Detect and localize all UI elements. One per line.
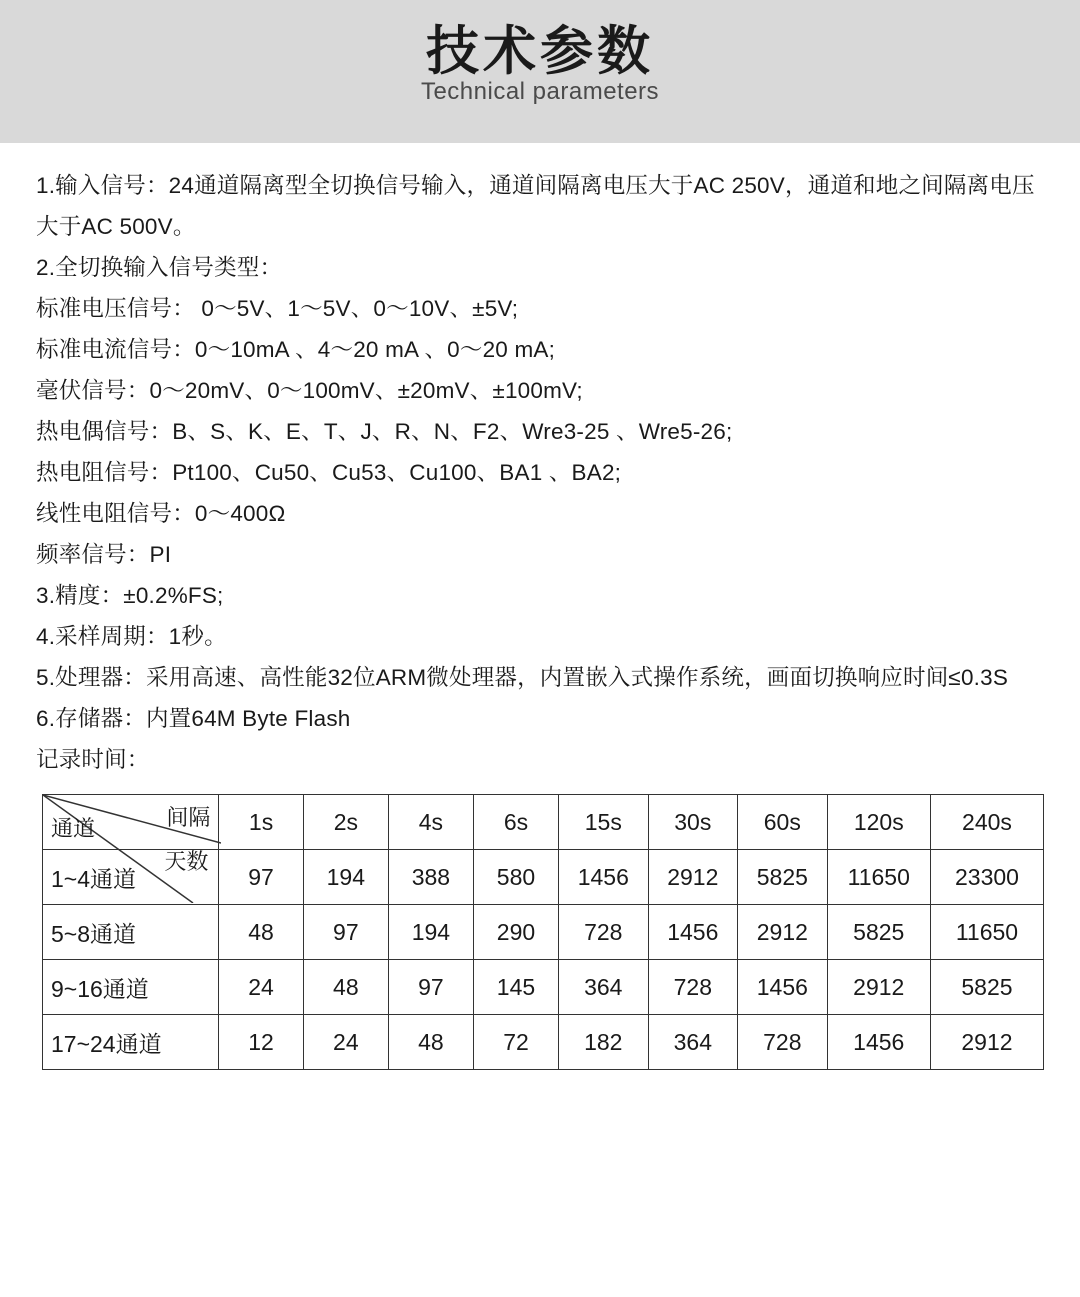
- table-row: [43, 1015, 1044, 1070]
- spec-paragraph: 1.输入信号：24通道隔离型全切换信号输入，通道间隔离电压大于AC 250V，通道和地之间隔离电压大于AC 500V。: [36, 173, 1035, 239]
- corner-channel-label: 通道: [51, 816, 96, 841]
- table-cell: 1456: [738, 960, 828, 1015]
- column-header: 30s: [648, 795, 738, 850]
- table-cell: 1456: [827, 1015, 930, 1070]
- table-cell: 48: [388, 1015, 473, 1070]
- column-header: 120s: [827, 795, 930, 850]
- table-cell: 728: [738, 1015, 828, 1070]
- corner-interval-label: 间隔: [166, 805, 211, 830]
- row-header: 1~4通道: [43, 850, 219, 905]
- spec-paragraph: 6.存储器：内置64M Byte Flash: [36, 706, 351, 731]
- table-cell: 48: [219, 905, 303, 960]
- spec-paragraph: 标准电压信号： 0～5V、1～5V、0～10V、±5V;: [36, 296, 519, 321]
- spec-paragraph: 2.全切换输入信号类型：: [36, 255, 283, 280]
- spec-paragraph: 频率信号：PI: [36, 542, 172, 567]
- column-header: 1s: [219, 795, 303, 850]
- spec-paragraph: 标准电流信号：0～10mA 、4～20 mA 、0～20 mA;: [36, 337, 556, 362]
- spec-paragraph: 记录时间：: [36, 747, 150, 772]
- column-header: 240s: [930, 795, 1043, 850]
- row-header: 17~24通道: [43, 1015, 219, 1070]
- table-cell: 24: [303, 1015, 388, 1070]
- recording-time-table: [42, 794, 1044, 1070]
- table-cell: 24: [219, 960, 303, 1015]
- table-cell: 97: [303, 905, 388, 960]
- table-cell: 580: [473, 850, 558, 905]
- table-cell: 145: [473, 960, 558, 1015]
- column-header: 60s: [738, 795, 828, 850]
- table-cell: 48: [303, 960, 388, 1015]
- page-banner: [0, 0, 1080, 143]
- table-cell: 364: [648, 1015, 738, 1070]
- table-header-row: [43, 795, 1044, 850]
- table-corner-cell: [43, 795, 219, 874]
- table-cell: 5825: [827, 905, 930, 960]
- table-cell: 2912: [738, 905, 828, 960]
- spec-paragraph: 4.采样周期：1秒。: [36, 624, 227, 649]
- spec-paragraph: 热电阻信号：Pt100、Cu50、Cu53、Cu100、BA1 、BA2;: [36, 460, 622, 485]
- recording-time-table-wrapper: [36, 794, 1044, 1070]
- table-cell: 12: [219, 1015, 303, 1070]
- column-header: 2s: [303, 795, 388, 850]
- spec-paragraph: 线性电阻信号：0～400Ω: [36, 501, 286, 526]
- table-cell: 194: [388, 905, 473, 960]
- row-header: 9~16通道: [43, 960, 219, 1015]
- column-header: 4s: [388, 795, 473, 850]
- table-cell: 388: [388, 850, 473, 905]
- table-cell: 23300: [930, 850, 1043, 905]
- table-cell: 728: [648, 960, 738, 1015]
- page-title: 技术参数: [426, 22, 654, 81]
- table-cell: 72: [473, 1015, 558, 1070]
- table-cell: 290: [473, 905, 558, 960]
- spec-paragraph: 5.处理器：采用高速、高性能32位ARM微处理器，内置嵌入式操作系统，画面切换响应时间≤0.3S: [36, 665, 1009, 690]
- table-cell: 2912: [827, 960, 930, 1015]
- row-header: 5~8通道: [43, 905, 219, 960]
- table-cell: 1456: [559, 850, 649, 905]
- column-header: 6s: [473, 795, 558, 850]
- table-cell: 1456: [648, 905, 738, 960]
- corner-days-label: 天数: [164, 849, 209, 874]
- spec-paragraph: 热电偶信号：B、S、K、E、T、J、R、N、F2、Wre3-25 、Wre5-26;: [36, 419, 733, 444]
- page-subtitle: Technical parameters: [420, 78, 660, 105]
- spec-paragraph: 毫伏信号：0～20mV、0～100mV、±20mV、±100mV;: [36, 378, 583, 403]
- table-cell: 5825: [738, 850, 828, 905]
- table-cell: 728: [559, 905, 649, 960]
- table-cell: 5825: [930, 960, 1043, 1015]
- table-cell: 194: [303, 850, 388, 905]
- table-cell: 182: [559, 1015, 649, 1070]
- table-cell: 364: [559, 960, 649, 1015]
- table-cell: 2912: [648, 850, 738, 905]
- spec-paragraph: 3.精度：±0.2%FS;: [36, 583, 224, 608]
- table-cell: 2912: [930, 1015, 1043, 1070]
- column-header: 15s: [559, 795, 649, 850]
- specifications-content: [0, 143, 1080, 1070]
- table-row: [43, 905, 1044, 960]
- table-cell: 11650: [930, 905, 1043, 960]
- table-row: [43, 960, 1044, 1015]
- table-cell: 97: [219, 850, 303, 905]
- table-cell: 11650: [827, 850, 930, 905]
- table-cell: 97: [388, 960, 473, 1015]
